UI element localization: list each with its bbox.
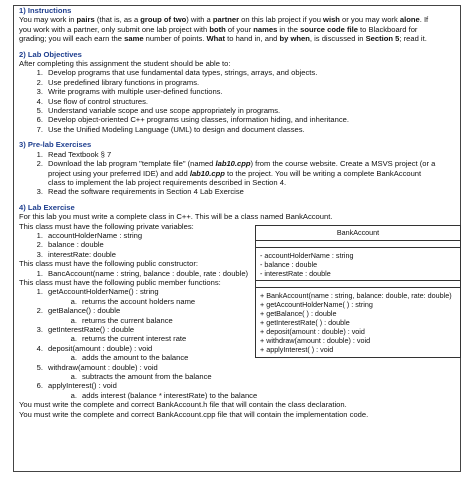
list-item: 1. BancAccount(name : string, balance : double, rate : double) [36, 268, 249, 278]
list-item: 3. getInterestRate() : double [36, 325, 135, 334]
uml-operation: + applyInterest( ) : void [260, 345, 334, 355]
prelab-line: Download the lab program "template file" (named lab10.cpp) from the course website. Create a MSVS project (or a [48, 159, 436, 169]
section-heading-objectives: 2) Lab Objectives [19, 49, 82, 59]
list-item: 2. balance : double [36, 240, 104, 250]
list-item: 4. deposit(amount : double) : void [36, 343, 153, 353]
objectives-intro: After completing this assignment the student should be able to: [19, 59, 231, 69]
uml-class-diagram [255, 225, 461, 358]
list-item: 5. withdraw(amount : double) : void [36, 362, 158, 372]
functions-intro: This class must have the following public member functions: [19, 277, 221, 287]
list-item: 1. getAccountHolderName() : string [36, 287, 159, 297]
section-heading-instructions: 1) Instructions [19, 6, 72, 15]
uml-attribute: - balance : double [260, 260, 318, 270]
document-content [19, 6, 457, 419]
sub-item: a. returns the current balance [70, 315, 173, 325]
list-item: 2. getBalance() : double [36, 306, 121, 316]
list-item: 7. Use the Unified Modeling Language (UML) to design and document classes. [36, 124, 305, 134]
prelab-line: project using your preferred IDE) and add lab10.cpp to the project. You will be writing a complete BankAccount [48, 168, 422, 178]
uml-operation: + withdraw(amount : double) : void [260, 336, 371, 346]
uml-attributes [256, 247, 460, 281]
sub-item: a. adds interest (balance * interestRate) to the balance [70, 390, 258, 400]
uml-attribute: - accountHolderName : string [260, 251, 354, 261]
uml-operation: + getBalance( ) : double [260, 309, 337, 319]
uml-operations [256, 287, 460, 357]
objectives-list [19, 68, 457, 134]
uml-operation: + getInterestRate( ) : double [260, 318, 350, 328]
list-item: 5. Understand variable scope and use scope appropriately in programs. [36, 106, 281, 116]
uml-class-name: BankAccount [256, 226, 460, 241]
list-item: 3. Read the software requirements in Section 4 Lab Exercise [36, 187, 244, 197]
section-heading-lab: 4) Lab Exercise [19, 202, 75, 212]
list-item: 1. Develop programs that use fundamental data types, strings, arrays, and objects. [36, 68, 318, 78]
list-item: 4. Use flow of control structures. [36, 96, 149, 106]
instructions-line: you work with a partner, only submit one lab project with both of your names in the source code file to Blackboard for [19, 24, 418, 34]
list-item: 3. Write programs with multiple user-defined functions. [36, 87, 223, 97]
uml-operation: + BankAccount(name : string, balance: double, rate: double) [260, 291, 452, 301]
lab-intro-line: For this lab you must write a complete class in C++. This will be a class named BankAccount. [19, 212, 333, 222]
sub-item: a. adds the amount to the balance [70, 353, 189, 363]
list-item: 3. interestRate: double [36, 249, 116, 259]
list-item: 6. applyInterest() : void [36, 381, 117, 391]
ctor-intro: This class must have the following public constructor: [19, 259, 198, 269]
list-item: 1. Read Textbook § 7 [36, 149, 112, 159]
lab-intro-line: This class must have the following private variables: [19, 221, 194, 231]
sub-item: a. returns the current interest rate [70, 334, 187, 344]
closing-line: You must write the complete and correct BankAccount.h file that will contain the class declaration. [19, 400, 347, 410]
uml-attribute: - interestRate : double [260, 269, 331, 279]
prelab-line: class to implement the lab project requirements described in Section 4. [48, 177, 287, 187]
uml-operation: + deposit(amount : double) : void [260, 327, 365, 337]
prelab-list [19, 150, 457, 197]
list-item: 6. Develop object-oriented C++ programs using classes, information hiding, and inheritance. [36, 115, 349, 125]
lab-section [19, 212, 457, 419]
instructions-line: grading; you will each earn the same number of points. What to hand in, and by when, is discussed in Section 5; read it. [19, 34, 427, 44]
list-item: 1. accountHolderName : string [36, 230, 143, 240]
instructions-line: You may work in pairs (that is, as a group of two) with a partner on this lab project if you wish or you may work alone. If [19, 15, 429, 25]
sub-item: a. subtracts the amount from the balance [70, 372, 212, 382]
list-item: 2. Use predefined library functions in programs. [36, 77, 200, 87]
section-heading-prelab: 3) Pre-lab Exercises [19, 140, 92, 150]
closing-line: You must write the complete and correct BankAccount.cpp file that will contain the implementation code. [19, 409, 369, 419]
uml-operation: + getAccountHolderName( ) : string [260, 300, 373, 310]
list-item: 2. Download the lab program "template file" (named lab10.cpp) from the course website. Create a MSVS project (or a project using your preferred IDE) and add lab10.cpp to the project. You will be writing a complete BankAccount class to implement the lab project requirements described in Section 4. [19, 159, 457, 187]
sub-item: a. returns the account holders name [70, 296, 196, 306]
